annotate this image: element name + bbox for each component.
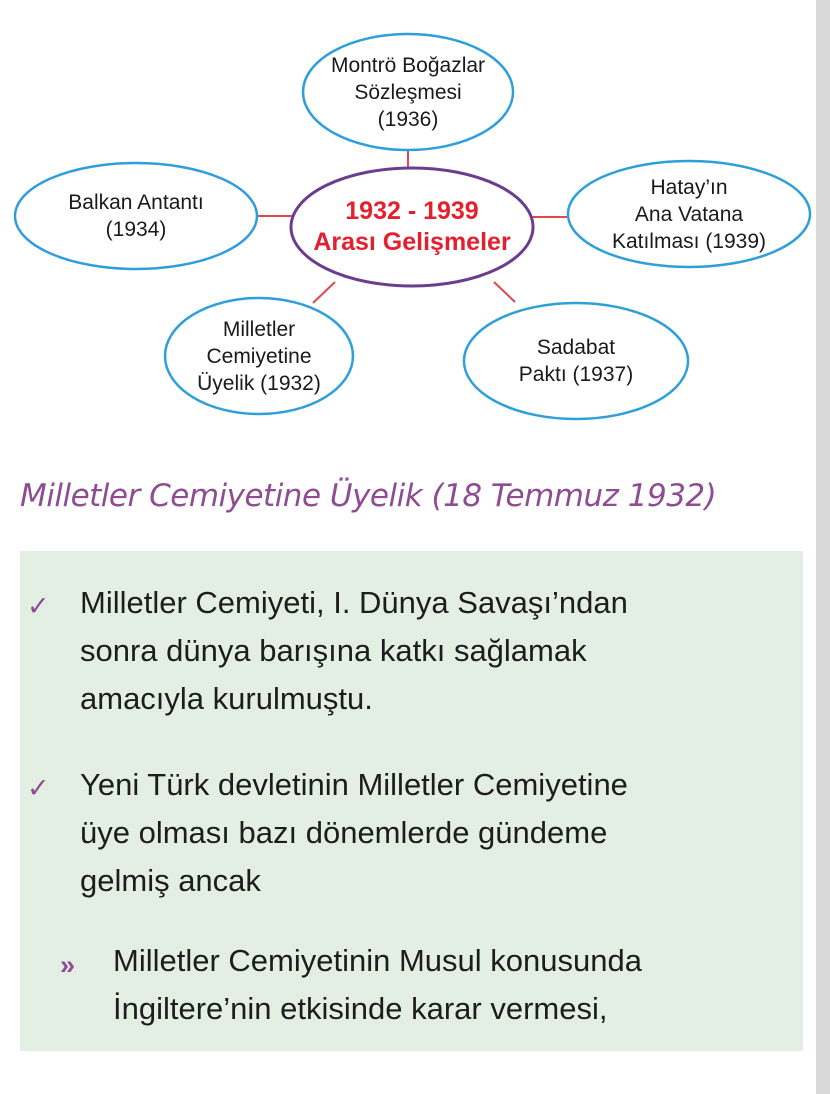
node-hatay-line1: Hatay’ın (650, 175, 728, 199)
node-balkan (15, 163, 257, 269)
node-sadabat-line1: Sadabat (536, 336, 616, 359)
bullet-item-2 (80, 761, 628, 905)
node-milletler-line2: Cemiyetine (206, 344, 312, 368)
center-node-line1: 1932 - 1939 (345, 197, 479, 225)
bullet-1-line-2: sonra dünya barışına katkı sağlamak (80, 633, 587, 668)
node-hatay-line3: Katılması (1939) (611, 229, 767, 253)
node-hatay-line2: Ana Vatana (634, 202, 744, 226)
node-sadabat-line2: Paktı (1937) (518, 363, 634, 386)
node-balkan-line2: (1934) (105, 218, 167, 241)
node-montro-line1: Montrö Boğazlar (330, 53, 486, 77)
content-panel (20, 551, 803, 1051)
node-montro-line3: (1936) (377, 107, 439, 131)
double-chevron-icon: » (60, 950, 76, 980)
checkmark-icon: ✓ (27, 773, 50, 803)
sub-bullet-1-line-1: Milletler Cemiyetinin Musul konusunda (113, 943, 642, 978)
right-edge-bar (816, 0, 830, 1094)
node-montro-line2: Sözleşmesi (354, 80, 462, 104)
node-balkan-line1: Balkan Antantı (68, 191, 204, 214)
bullet-2-line-1: Yeni Türk devletinin Milletler Cemiyetine (80, 767, 628, 802)
checkmark-icon: ✓ (27, 591, 50, 621)
node-hatay (568, 161, 810, 267)
node-milletler (165, 298, 353, 414)
center-node (291, 168, 533, 286)
sub-bullet-1-line-2: İngiltere’nin etkisinde karar vermesi, (113, 991, 608, 1026)
node-montro (303, 34, 513, 150)
node-milletler-line1: Milletler (222, 317, 296, 341)
bullet-item-1 (80, 579, 628, 723)
node-sadabat (464, 303, 688, 419)
node-milletler-line3: Üyelik (1932) (197, 371, 321, 395)
sub-bullet-item-1 (113, 937, 642, 1033)
bullet-2-line-3: gelmiş ancak (80, 863, 261, 898)
center-node-line2: Arası Gelişmeler (313, 228, 511, 256)
bullet-1-line-3: amacıyla kurulmuştu. (80, 681, 373, 716)
bullet-1-line-1: Milletler Cemiyeti, I. Dünya Savaşı’ndan (80, 585, 628, 620)
section-title: Milletler Cemiyetine Üyelik (18 Temmuz 1932) (20, 478, 717, 514)
bullet-2-line-2: üye olması bazı dönemlerde gündeme (80, 815, 608, 850)
